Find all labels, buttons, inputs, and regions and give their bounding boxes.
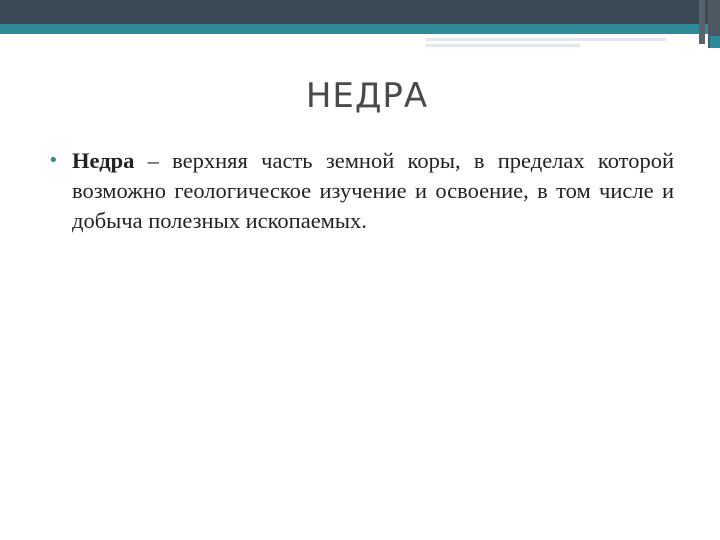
bullet-item — [48, 146, 674, 236]
bullet-definition: – верхняя часть земной коры, в пределах которой возможно геологическое изучение и освоение, в том числе и добыча полезных ископаемых. — [72, 148, 674, 233]
corner-decor-accent — [710, 36, 720, 48]
header-band — [0, 0, 720, 24]
bullet-text — [72, 146, 674, 236]
header-decor-line — [426, 44, 580, 47]
header-accent-band — [0, 24, 720, 34]
bullet-icon: • — [48, 150, 59, 171]
bullet-term: Недра — [72, 148, 135, 173]
slide-title: НЕДРА — [305, 76, 429, 116]
corner-decor-bar — [699, 0, 705, 44]
header-decor-line — [426, 38, 666, 41]
